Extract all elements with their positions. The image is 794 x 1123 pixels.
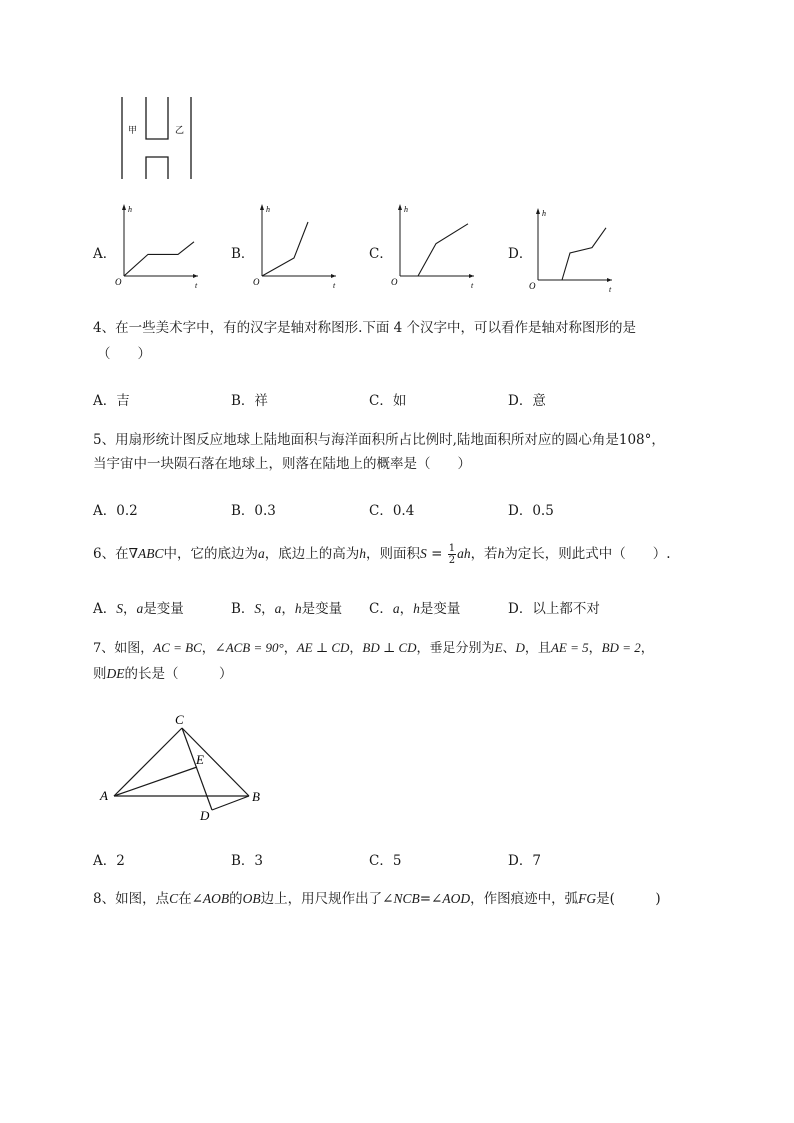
q6-equals: =: [426, 546, 447, 562]
q3-option-d-label[interactable]: D．: [508, 246, 533, 262]
q7-option-c[interactable]: C．5: [369, 853, 402, 869]
q6-var-s: S: [420, 546, 427, 561]
q7-triangle-figure: [94, 710, 274, 826]
q7-l1-m6: D: [515, 640, 525, 655]
q6-opt-c-post: 是变量: [419, 601, 461, 617]
q7-l2-t2: 的长是（ ）: [124, 666, 233, 682]
q6-opt-c-pre: C．: [369, 601, 393, 617]
q4-answer-paren: （ ）: [97, 346, 151, 362]
q6-t4: ，则面积: [366, 546, 421, 562]
q8-stem: [93, 888, 661, 910]
origin-label: O: [115, 277, 122, 287]
y-axis-arrow: [260, 204, 264, 210]
q8-aod: AOD: [442, 891, 471, 906]
q7-l1-s1: ，: [201, 641, 215, 656]
q7-line2: [93, 663, 233, 685]
q6-opt-a-sep: ，: [123, 601, 137, 617]
x-axis-arrow: [331, 274, 336, 278]
y-axis-arrow: [398, 204, 402, 210]
q7-l1-s4: ，垂足分别为: [416, 641, 495, 656]
y-axis-label: h: [128, 205, 132, 214]
graph-line: [262, 222, 308, 276]
q8-fg: FG: [578, 891, 597, 906]
q7-line1: [93, 637, 654, 660]
y-axis-arrow: [122, 204, 126, 210]
q6-triangle-symbol: ∇: [128, 546, 139, 562]
q7-l1-s5: 、: [502, 641, 516, 656]
q3-graph-b: [250, 200, 340, 292]
q6-opt-a-pre: A．: [93, 601, 117, 617]
q3-option-c-label[interactable]: C．: [369, 246, 393, 262]
q8-t2: 在∠: [178, 891, 203, 907]
x-axis-arrow: [607, 278, 612, 282]
q7-l1-s7: ，: [588, 641, 602, 656]
q4-option-a[interactable]: A．吉: [93, 393, 130, 409]
segment-cd: [182, 728, 212, 810]
q5-option-d[interactable]: D．0.5: [508, 503, 554, 519]
q5-option-b[interactable]: B．0.3: [231, 503, 276, 519]
q3-graph-c: [388, 200, 478, 292]
q6-fraction-num: 1: [448, 543, 456, 554]
x-axis-label: t: [609, 285, 612, 294]
q6-opt-b-sep1: ，: [261, 601, 275, 617]
container-left-label: 甲: [128, 125, 138, 135]
point-b-label: B: [252, 789, 260, 804]
q7-l1-t1: 7、如图，: [93, 641, 154, 656]
q8-t7: 是( ): [596, 891, 661, 907]
origin-label: O: [391, 277, 398, 287]
point-a-label: A: [100, 788, 108, 803]
q6-var-h2: h: [497, 546, 505, 561]
x-axis-label: t: [333, 281, 336, 290]
q6-opt-c-a: a: [392, 601, 400, 616]
q5-line2: 当宇宙中一块陨石落在地球上，则落在陆地上的概率是（ ）: [93, 456, 471, 472]
graph-line: [562, 228, 606, 280]
q6-t1: 6、在: [93, 546, 129, 562]
q5-option-c[interactable]: C．0.4: [369, 503, 415, 519]
q7-l2-m1: DE: [106, 666, 125, 681]
q7-option-a[interactable]: A．2: [93, 853, 125, 869]
point-d-label: D: [200, 808, 210, 823]
q6-opt-b-h: h: [294, 601, 302, 616]
q3-graph-a: [112, 200, 202, 292]
y-axis-arrow: [536, 208, 540, 214]
q8-aob: AOB: [202, 891, 230, 906]
q6-opt-b-sep2: ，: [281, 601, 295, 617]
q6-opt-a-s: S: [116, 601, 123, 616]
y-axis-label: h: [542, 209, 546, 218]
y-axis-label: h: [404, 205, 408, 214]
q7-l1-s3: ，: [349, 641, 363, 656]
q8-ob: OB: [242, 891, 261, 906]
q4-option-c[interactable]: C．如: [369, 393, 407, 409]
x-axis-label: t: [195, 281, 198, 290]
y-axis-label: h: [266, 205, 270, 214]
q6-option-b[interactable]: [231, 597, 342, 617]
segment-ac: [114, 728, 182, 796]
q7-l1-m2: ∠ACB = 90°: [214, 640, 284, 655]
q3-option-a-label[interactable]: A．: [93, 246, 117, 262]
q6-opt-b-pre: B．: [231, 601, 255, 617]
q3-graph-d: [526, 204, 616, 296]
x-axis-arrow: [193, 274, 198, 278]
q7-option-b[interactable]: B．3: [231, 853, 264, 869]
q8-c: C: [169, 891, 179, 906]
q6-opt-b-post: 是变量: [301, 601, 343, 617]
q6-option-a[interactable]: [93, 597, 184, 617]
q6-option-d[interactable]: D．以上都不对: [508, 601, 600, 617]
q6-t2: 中，它的底边为: [163, 546, 259, 562]
point-c-label: C: [175, 712, 184, 727]
q8-t6: ，作图痕迹中，弧: [470, 891, 579, 907]
q7-l1-s8: ，: [640, 641, 654, 656]
q6-opt-b-a: a: [274, 601, 282, 616]
q7-l2-t1: 则: [93, 666, 107, 682]
q7-l1-m5: E: [494, 640, 503, 655]
q7-l1-s6: ，且: [524, 641, 551, 656]
q8-t4: 边上，用尺规作出了∠: [260, 891, 394, 907]
q5-option-a[interactable]: A．0.2: [93, 503, 138, 519]
origin-label: O: [253, 277, 260, 287]
q6-opt-c-h: h: [413, 601, 420, 616]
q4-option-d[interactable]: D．意: [508, 393, 546, 409]
q6-t6: 为定长，则此式中（ ）.: [504, 546, 671, 562]
q6-opt-c-sep: ，: [399, 601, 414, 617]
q5-line1: 5、用扇形统计图反应地球上陆地面积与海洋面积所占比例时,陆地面积所对应的圆心角是108°，: [93, 432, 665, 448]
segment-bd: [212, 796, 249, 810]
q6-abc: ABC: [138, 546, 164, 561]
graph-line: [418, 224, 468, 276]
q8-t1: 8、如图，点: [93, 891, 170, 907]
q6-t3: ，底边上的高为: [264, 546, 360, 562]
q6-opt-b-s: S: [254, 601, 262, 616]
q4-option-b[interactable]: B．祥: [231, 393, 268, 409]
q7-l1-m1: AC = BC: [153, 640, 202, 655]
q6-fraction: [448, 543, 456, 566]
q7-option-d[interactable]: D．7: [508, 853, 541, 869]
q8-t5: =∠: [419, 891, 443, 907]
segment-bc: [182, 728, 249, 796]
q6-fraction-den: 2: [448, 555, 456, 566]
q4-stem: 4、在一些美术字中，有的汉字是轴对称图形.下面 4 个汉字中，可以看作是轴对称图形的是: [93, 320, 637, 336]
q6-var-h: h: [359, 546, 367, 561]
graph-line: [124, 242, 194, 276]
q6-t5: ，若: [470, 546, 498, 562]
q7-l1-m3: AE ⊥ CD: [296, 640, 350, 655]
q6-opt-a-post: 是变量: [143, 601, 184, 617]
q7-l1-m7: AE = 5: [550, 640, 589, 655]
point-e-label: E: [196, 752, 204, 767]
container-right-label: 乙: [175, 125, 185, 135]
q8-t3: 的: [229, 891, 243, 907]
q6-ah: ah: [457, 546, 471, 561]
segment-ae: [114, 767, 197, 796]
q6-opt-a-a: a: [136, 601, 144, 616]
q3-container-figure: [118, 95, 196, 181]
q8-ncb: NCB: [393, 891, 420, 906]
q7-l1-s2: ，: [283, 641, 297, 656]
q6-option-c[interactable]: [369, 597, 460, 617]
origin-label: O: [529, 281, 536, 291]
q6-stem: [93, 543, 671, 566]
q3-option-b-label[interactable]: B．: [231, 246, 255, 262]
q7-l1-m4: BD ⊥ CD: [362, 640, 417, 655]
q7-l1-m8: BD = 2: [601, 640, 641, 655]
x-axis-label: t: [471, 281, 474, 290]
x-axis-arrow: [469, 274, 474, 278]
q6-var-a: a: [258, 546, 265, 561]
